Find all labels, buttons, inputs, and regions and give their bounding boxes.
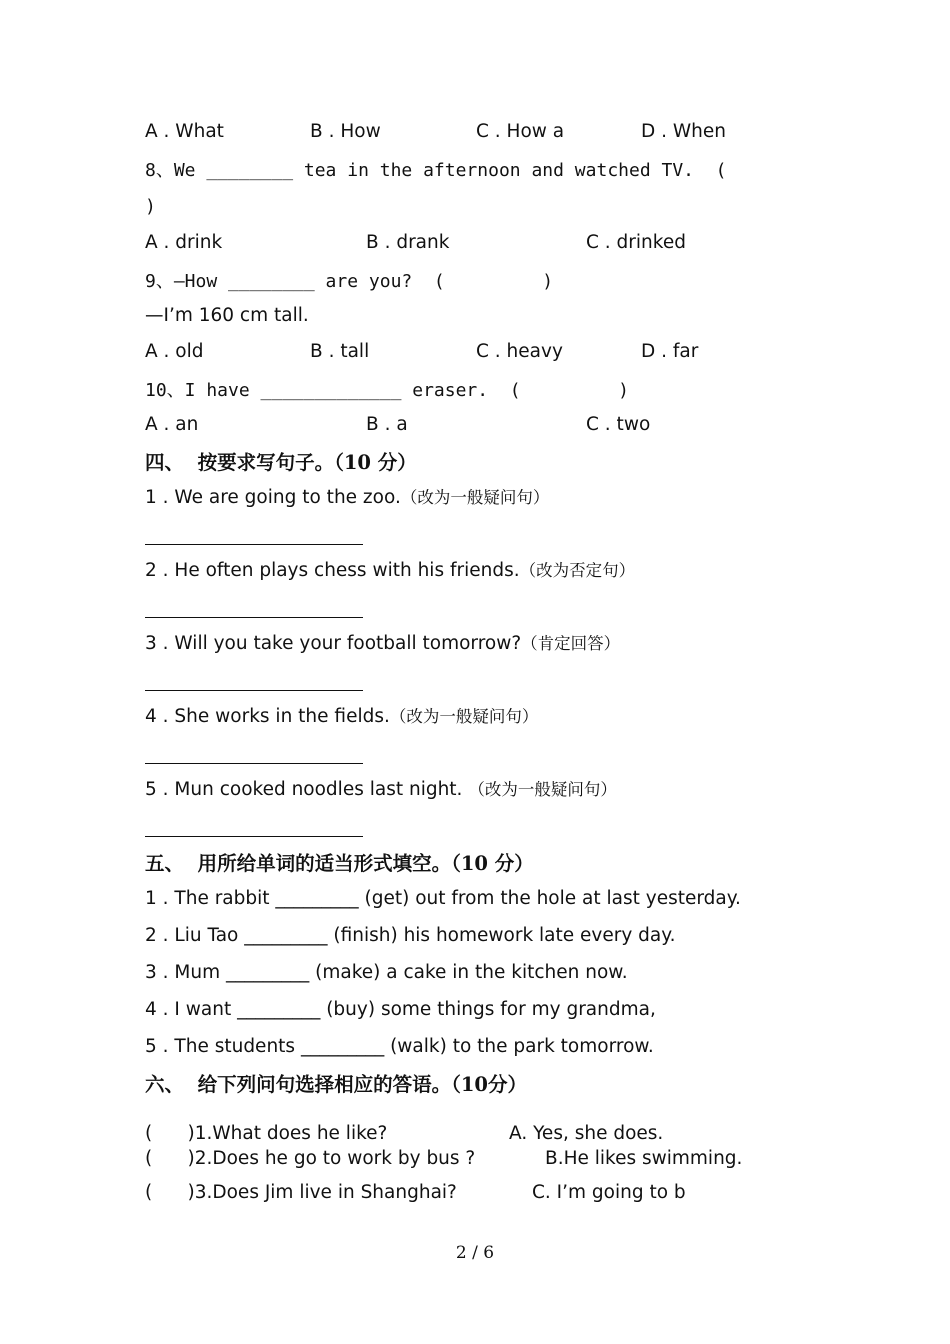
section6-answer-a: A. Yes, she does.	[509, 1123, 664, 1144]
item-text: 5 . Mun cooked noodles last night.	[145, 779, 469, 800]
section4-heading: 四、 按要求写句子。（10 分）	[145, 451, 417, 474]
item-note: （改为一般疑问句）	[468, 780, 617, 799]
q9-option-b: B . tall	[310, 341, 370, 362]
section6-heading: 六、 给下列问句选择相应的答语。（10分）	[145, 1073, 527, 1096]
section4-item-5	[145, 779, 617, 801]
section6-answer-c: C. I’m going to b	[532, 1182, 686, 1203]
q10-option-c: C . two	[586, 414, 651, 435]
q10-option-b: B . a	[366, 414, 408, 435]
item-note: （肯定回答）	[521, 634, 621, 653]
q8-paren-close: )	[145, 196, 156, 217]
section4-item-4	[145, 706, 538, 728]
q7-option-c: C . How a	[476, 121, 565, 142]
section5-item-2: 2 . Liu Tao _________ (finish) his homework late every day.	[145, 925, 676, 946]
section6-question-1: ( )1.What does he like?	[145, 1123, 388, 1144]
answer-line-4[interactable]	[145, 763, 363, 764]
section5-item-1: 1 . The rabbit _________ (get) out from the hole at last yesterday.	[145, 888, 741, 909]
item-text: 2 . He often plays chess with his friends.	[145, 560, 520, 581]
q8-option-a: A . drink	[145, 232, 223, 253]
section5-heading: 五、 用所给单词的适当形式填空。（10 分）	[145, 852, 534, 875]
section4-item-3	[145, 633, 620, 655]
q10-stem: 10、I have _____________ eraser. ( )	[145, 380, 629, 401]
q7-option-d: D . When	[641, 121, 727, 142]
item-note: （改为一般疑问句）	[389, 707, 539, 726]
page-number: 2 / 6	[455, 1243, 495, 1263]
q8-option-b: B . drank	[366, 232, 450, 253]
section5-item-3: 3 . Mum _________ (make) a cake in the kitchen now.	[145, 962, 628, 983]
item-note: （改为一般疑问句）	[400, 488, 550, 507]
item-note: （改为否定句）	[519, 561, 636, 580]
q9-stem: 9、—How ________ are you? ( )	[145, 271, 554, 292]
q7-option-b: B . How	[310, 121, 381, 142]
q10-option-a: A . an	[145, 414, 199, 435]
item-text: 1 . We are going to the zoo.	[145, 487, 401, 508]
item-text: 3 . Will you take your football tomorrow?	[145, 633, 522, 654]
section6-question-3: ( )3.Does Jim live in Shanghai?	[145, 1182, 457, 1203]
q9-reply: —I’m 160 cm tall.	[145, 305, 309, 326]
section4-item-1	[145, 487, 549, 509]
section6-answer-b: B.He likes swimming.	[545, 1148, 743, 1169]
q7-option-a: A . What	[145, 121, 224, 142]
answer-line-5[interactable]	[145, 836, 363, 837]
q9-option-a: A . old	[145, 341, 204, 362]
answer-line-1[interactable]	[145, 544, 363, 545]
answer-line-2[interactable]	[145, 617, 363, 618]
q9-option-d: D . far	[641, 341, 699, 362]
q9-option-c: C . heavy	[476, 341, 563, 362]
section4-item-2	[145, 560, 635, 582]
answer-line-3[interactable]	[145, 690, 363, 691]
section6-question-2: ( )2.Does he go to work by bus ?	[145, 1148, 476, 1169]
q8-stem: 8、We ________ tea in the afternoon and watched TV. (	[145, 160, 727, 181]
q8-option-c: C . drinked	[586, 232, 686, 253]
item-text: 4 . She works in the fields.	[145, 706, 390, 727]
section5-item-5: 5 . The students _________ (walk) to the park tomorrow.	[145, 1036, 654, 1057]
section5-item-4: 4 . I want _________ (buy) some things for my grandma,	[145, 999, 656, 1020]
